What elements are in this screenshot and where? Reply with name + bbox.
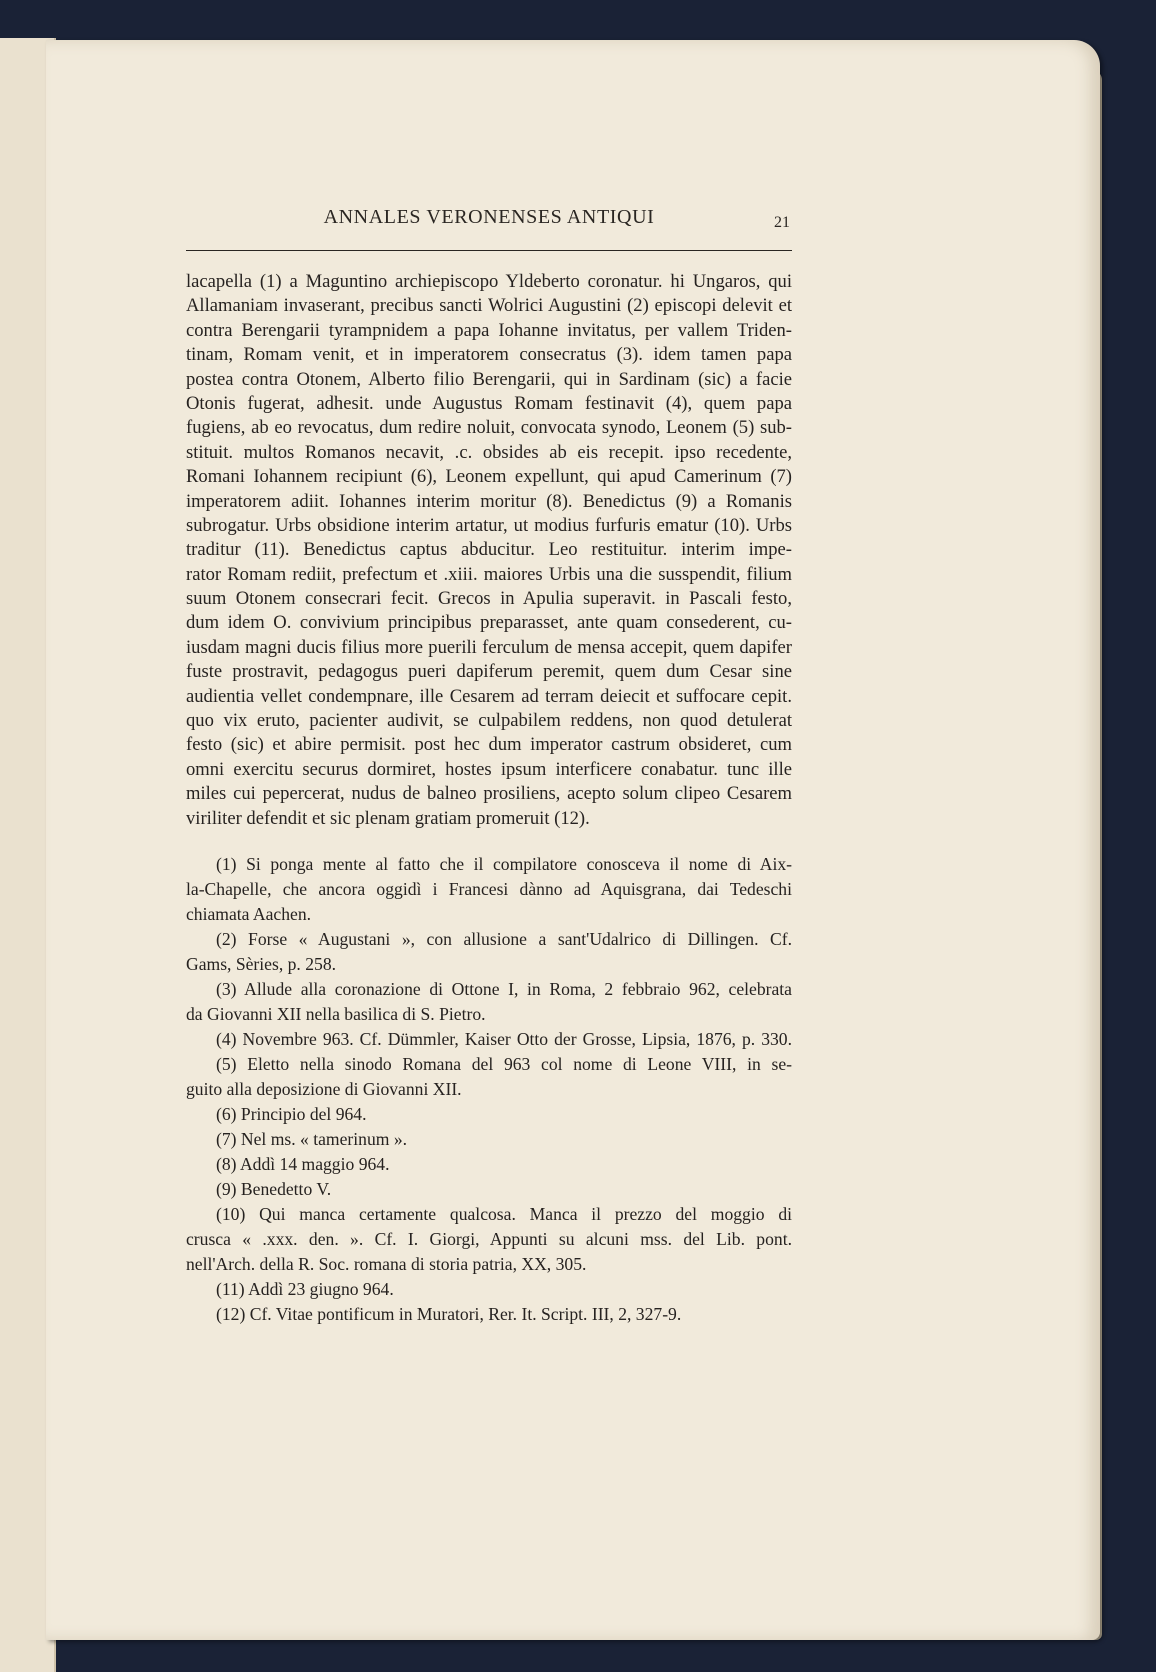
text-line: viriliter defendit et sic plenam gratiam promeruit (12). (186, 807, 590, 829)
text-line: rator Romam rediit, prefectum et .xiii. maiores Urbis una die susspendit, filium (186, 563, 792, 585)
text-line: Otonis fugerat, adhesit. unde Augustus Romam festinavit (4), quem papa (186, 392, 792, 414)
footnote-line: crusca « .xxx. den. ». Cf. I. Giorgi, Appunti su alcuni mss. del Lib. pont. (186, 1229, 792, 1249)
text-line: contra Berengarii tyrampnidem a papa Iohanne invitatus, per vallem Triden- (186, 319, 792, 341)
footnote-line: Gams, Sèries, p. 258. (186, 954, 337, 974)
main-text (186, 270, 792, 831)
text-line: omni exercitu securus dormiret, hostes ipsum interficere conabatur. tunc ille (186, 758, 792, 780)
text-line: Allamaniam invaserant, precibus sancti Wolrici Augustini (2) episcopi delevit et (186, 295, 792, 317)
text-line: lacapella (1) a Maguntino archiepiscopo Yldeberto coronatur. hi Ungaros, qui (186, 271, 792, 292)
text-line: Romani Iohannem recipiunt (6), Leonem expellunt, qui apud Camerinum (7) (186, 466, 792, 488)
text-line: dum idem O. convivium principibus preparasset, ante quam consederent, cu- (186, 612, 792, 634)
text-line: subrogatur. Urbs obsidione interim artatur, ut modius furfuris ematur (10). Urbs (186, 514, 792, 536)
footnote-line: (9) Benedetto V. (216, 1179, 332, 1199)
footnote-line: (7) Nel ms. « tamerinum ». (216, 1129, 408, 1149)
text-line: tinam, Romam venit, et in imperatorem consecratus (3). idem tamen papa (186, 344, 792, 366)
footnote-line: (8) Addì 14 maggio 964. (216, 1154, 390, 1174)
footnote-line: (3) Allude alla coronazione di Ottone I, in Roma, 2 febbraio 962, celebrata (216, 979, 792, 999)
footnote-line: la-Chapelle, che ancora oggidì i Francesi dànno ad Aquisgrana, dai Tedeschi (186, 879, 792, 899)
footnote-line: (12) Cf. Vitae pontificum in Muratori, Rer. It. Script. III, 2, 327-9. (216, 1304, 682, 1324)
text-line: suum Otonem consecrari fecit. Grecos in Apulia superavit. in Pascali festo, (186, 588, 792, 610)
footnote-line: (5) Eletto nella sinodo Romana del 963 col nome di Leone VIII, in se- (216, 1054, 792, 1074)
text-line: imperatorem adiit. Iohannes interim moritur (8). Benedictus (9) a Romanis (186, 490, 792, 512)
text-line: fugiens, ab eo revocatus, dum redire noluit, convocata synodo, Leonem (5) sub- (186, 417, 792, 439)
footnote-line: chiamata Aachen. (186, 904, 312, 924)
footnote-line: (4) Novembre 963. Cf. Dümmler, Kaiser Otto der Grosse, Lipsia, 1876, p. 330. (216, 1029, 792, 1049)
footnote-line: guito alla deposizione di Giovanni XII. (186, 1079, 462, 1099)
footnote-line: nell'Arch. della R. Soc. romana di storia patria, XX, 305. (186, 1254, 587, 1274)
text-line: traditur (11). Benedictus captus abducitur. Leo restituitur. interim impe- (186, 539, 792, 561)
text-line: miles cui pepercerat, nudus de balneo prosiliens, acepto solum clipeo Cesarem (186, 783, 792, 805)
footnote-line: (11) Addì 23 giugno 964. (216, 1279, 394, 1299)
text-line: iusdam magni ducis filius more puerili ferculum de mensa accepit, quem dapifer (186, 636, 792, 658)
footnote-line: (2) Forse « Augustani », con allusione a sant'Udalrico di Dillingen. Cf. (216, 929, 792, 949)
footnotes (186, 852, 792, 1327)
footnote-line: (10) Qui manca certamente qualcosa. Manca il prezzo del moggio di (216, 1204, 792, 1224)
footnote-line: (6) Principio del 964. (216, 1104, 367, 1124)
text-line: audientia vellet condempnare, ille Cesarem ad terram deiecit et suffocare cepit. (186, 685, 792, 707)
text-line: stituit. multos Romanos necavit, .c. obsides ab eis recepit. ipso recedente, (186, 441, 792, 463)
running-header (186, 206, 792, 251)
text-line: quo vix eruto, pacienter audivit, se culpabilem reddens, non quod detulerat (186, 710, 792, 732)
footnote-line: da Giovanni XII nella basilica di S. Pietro. (186, 1004, 486, 1024)
text-line: postea contra Otonem, Alberto filio Berengarii, qui in Sardinam (sic) a facie (186, 368, 792, 390)
text-line: fuste prostravit, pedagogus pueri dapiferum peremit, quem dum Cesar sine (186, 661, 792, 683)
header-title: ANNALES VERONENSES ANTIQUI (323, 206, 655, 228)
footnote-line: (1) Si ponga mente al fatto che il compilatore conosceva il nome di Aix- (216, 854, 792, 874)
page-number: 21 (774, 214, 790, 231)
text-line: festo (sic) et abire permisit. post hec dum imperator castrum obsideret, cum (186, 734, 792, 756)
